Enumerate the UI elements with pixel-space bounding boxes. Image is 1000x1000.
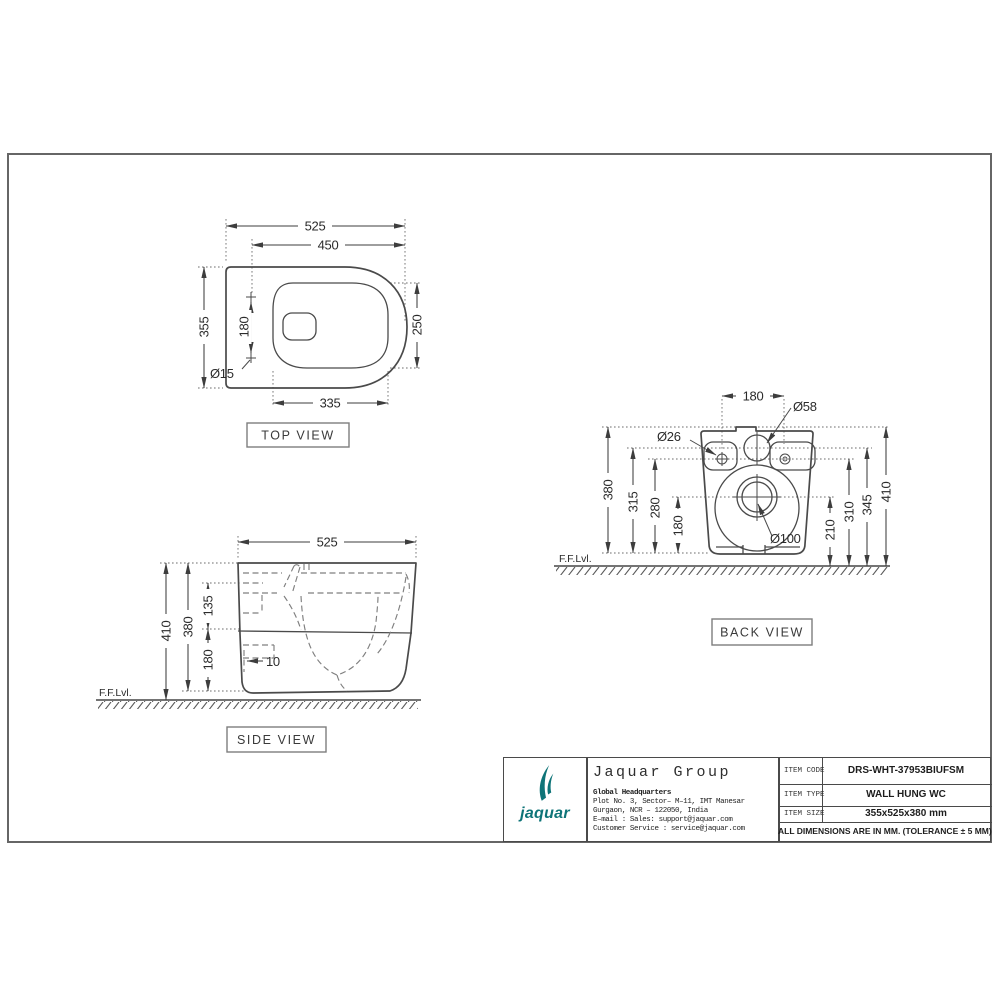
- title-block-row-line-3: [778, 822, 992, 823]
- tolerance-note: ALL DIMENSIONS ARE IN MM. (TOLERANCE ± 5 MM): [778, 826, 992, 836]
- base-band: [716, 545, 800, 554]
- dim-back-inlet-height-floor: [860, 488, 875, 522]
- inlet-dia-leader: [767, 408, 791, 443]
- svg-text:335: 335: [319, 395, 341, 411]
- svg-text:210: 210: [822, 519, 838, 541]
- side-view-extension-lines: [160, 536, 416, 691]
- outlet-crosshair: [733, 474, 781, 521]
- address-line: Gurgaon, NCR – 122050, India: [593, 807, 708, 815]
- dim-back-body-height: [601, 473, 616, 507]
- dim-top-seat-width: [313, 396, 347, 411]
- top-view-label: TOP VIEW: [261, 428, 335, 443]
- dim-side-lower-height: [201, 643, 216, 677]
- dim-back-fixing-dia: Ø26: [657, 429, 681, 444]
- back-view-extension-lines: [602, 399, 890, 553]
- dim-back-fixing-height-body: [648, 491, 663, 525]
- dim-back-fixing-height-floor: [842, 495, 857, 529]
- address-line: Customer Service : service@jaquar.com: [593, 825, 745, 833]
- address-line: E–mail : Sales: support@jaquar.com: [593, 816, 733, 824]
- dim-back-outlet-dia: Ø100: [770, 531, 801, 546]
- fixing-pocket-right: [770, 442, 815, 470]
- fixing-hole-left-cross: [715, 452, 729, 466]
- item-size-value: 355x525x380 mm: [865, 808, 947, 819]
- svg-text:380: 380: [180, 616, 196, 638]
- dim-side-wall-offset: 10: [266, 654, 280, 669]
- svg-text:410: 410: [158, 620, 174, 642]
- svg-text:410: 410: [878, 481, 894, 503]
- title-block-row-line-2: [778, 806, 992, 807]
- company-name: Jaquar Group: [593, 764, 732, 781]
- svg-text:280: 280: [647, 497, 663, 519]
- dim-back-total-height: [879, 475, 894, 509]
- title-block: [503, 757, 991, 842]
- item-type-value: WALL HUNG WC: [866, 789, 946, 800]
- dim-side-overall-length: [310, 535, 344, 550]
- svg-text:180: 180: [742, 388, 764, 404]
- svg-text:180: 180: [236, 316, 252, 338]
- item-size-label: ITEM SIZE: [784, 810, 825, 818]
- fixing-pocket-left: [704, 442, 737, 470]
- dim-top-overall-width: [298, 219, 332, 234]
- hole-dia-leader: [242, 360, 250, 369]
- dim-back-outlet-height-body: [671, 509, 686, 543]
- back-floor-label: F.F.Lvl.: [559, 553, 592, 565]
- water-surface: [283, 313, 316, 340]
- dim-back-inlet-dia: Ø58: [793, 399, 817, 414]
- item-code-value: DRS-WHT-37953BIUFSM: [847, 765, 965, 776]
- svg-text:180: 180: [200, 649, 216, 671]
- dim-top-rim-width: [311, 238, 345, 253]
- jaquar-logo-wordmark: jaquar: [520, 805, 570, 822]
- floor-hatch-back: [556, 567, 888, 575]
- dim-top-hole-spacing: [237, 310, 252, 344]
- item-type-label: ITEM TYPE: [784, 791, 825, 799]
- svg-text:180: 180: [670, 515, 686, 537]
- dim-side-body-height: [181, 610, 196, 644]
- title-block-divider-logo: [586, 758, 588, 841]
- svg-text:525: 525: [304, 218, 326, 234]
- side-view: [96, 535, 421, 753]
- rim-seam-line: [238, 631, 412, 633]
- dim-top-overall-depth: [197, 310, 212, 344]
- back-view-label: BACK VIEW: [720, 625, 804, 640]
- side-view-label: SIDE VIEW: [237, 733, 316, 747]
- dim-side-total-height: [159, 614, 174, 648]
- dim-top-seat-depth: [410, 308, 425, 342]
- seat-opening: [273, 283, 388, 368]
- side-view-hidden-lines: [243, 564, 409, 691]
- top-view: [197, 219, 425, 448]
- dim-top-hole-dia: Ø15: [210, 366, 234, 381]
- svg-text:250: 250: [409, 314, 425, 336]
- jaquar-logo-icon: [528, 762, 564, 804]
- dim-back-outlet-height-floor: [823, 513, 838, 547]
- address-line: Plot No. 3, Sector– M–11, IMT Manesar: [593, 798, 745, 806]
- svg-text:380: 380: [600, 479, 616, 501]
- item-code-label: ITEM CODE: [784, 767, 825, 775]
- dim-back-hole-spacing: [736, 389, 770, 404]
- back-view: [554, 389, 894, 646]
- svg-text:450: 450: [317, 237, 339, 253]
- svg-text:345: 345: [859, 494, 875, 516]
- svg-text:310: 310: [841, 501, 857, 523]
- svg-text:315: 315: [625, 491, 641, 513]
- toilet-outline-side: [238, 563, 416, 693]
- svg-text:135: 135: [200, 595, 216, 617]
- title-block-row-line-1: [778, 784, 992, 785]
- dim-side-bracket-height: [201, 589, 216, 623]
- floor-hatch-side: [98, 701, 418, 709]
- svg-text:355: 355: [196, 316, 212, 338]
- svg-text:525: 525: [316, 534, 338, 550]
- side-floor-label: F.F.Lvl.: [99, 687, 132, 699]
- address-line: Global Headquarters: [593, 789, 671, 797]
- dim-back-inlet-height-body: [626, 485, 641, 519]
